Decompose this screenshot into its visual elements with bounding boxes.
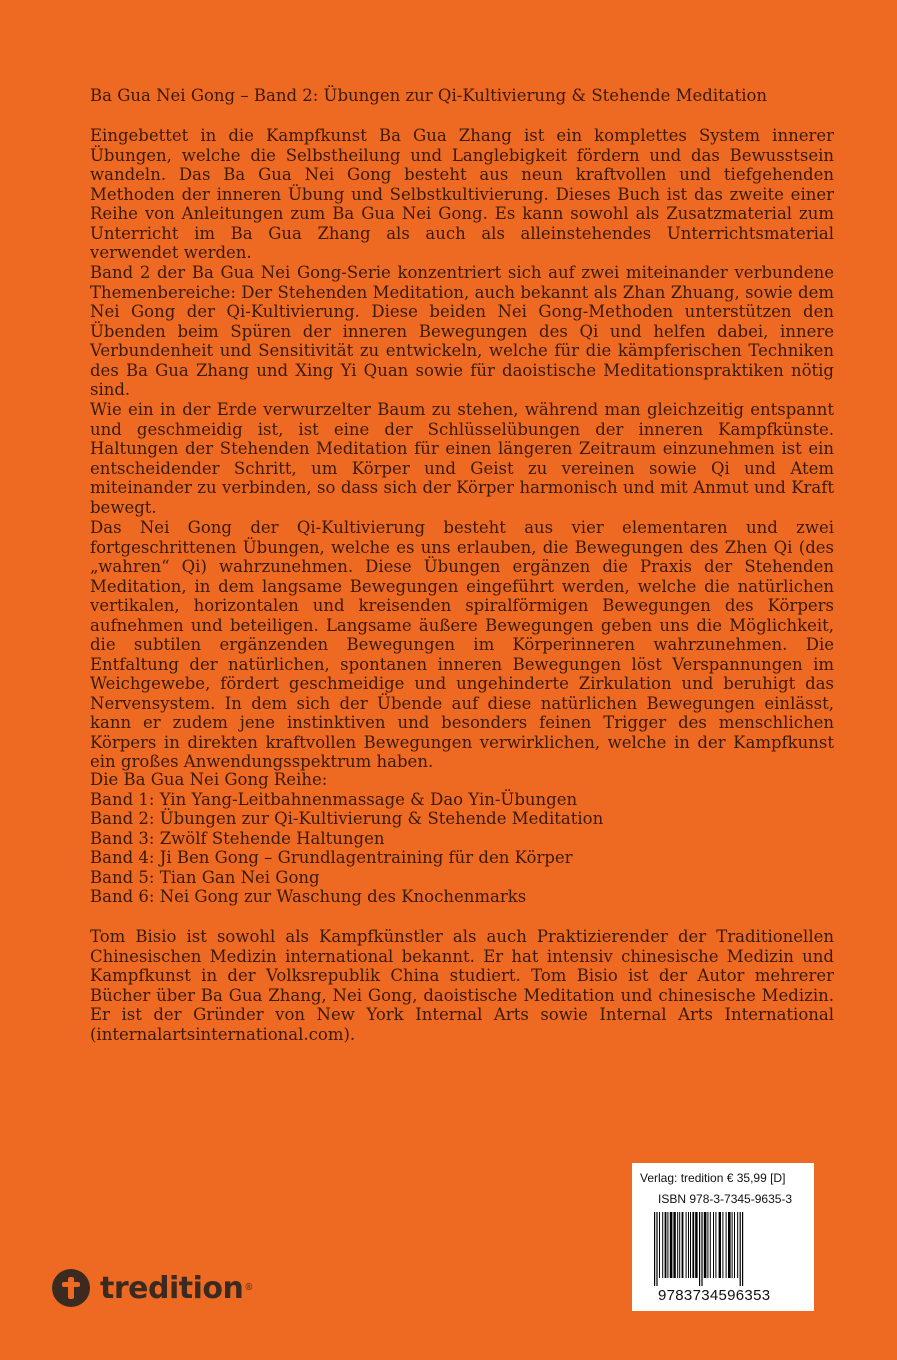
barcode-bar xyxy=(737,1212,738,1278)
barcode-bar xyxy=(726,1212,727,1278)
barcode-bar xyxy=(688,1212,689,1278)
barcode-bar xyxy=(715,1212,716,1278)
barcode-bar xyxy=(682,1212,684,1278)
barcode-bar xyxy=(704,1212,707,1278)
paragraph-text: Wie ein in der Erde verwurzelter Baum zu stehen, während man gleichzeitig entspannt und geschmeidig ist, ist eine der Schlüsselübungen der inneren Kampfkünste. Haltungen der Stehenden Meditation für einen längeren Zeitraum einzunehmen ist ein entscheidender Schritt, um Körper und Geist zu vereinen sowie Qi und Atem miteinander zu verbinden, so dass sich der Körper harmonisch und mit Anmut und Kraft bewegt. xyxy=(90,400,834,517)
barcode-bar xyxy=(695,1212,697,1278)
book-title: Ba Gua Nei Gong – Band 2: Übungen zur Qi-Kultivierung & Stehende Meditation xyxy=(90,86,768,105)
author-bio xyxy=(90,927,834,1044)
barcode-bar xyxy=(719,1212,721,1278)
barcode-bar xyxy=(734,1212,735,1278)
barcode-bar xyxy=(679,1212,680,1278)
barcode-bar xyxy=(690,1212,691,1278)
barcode-number: 9783734596353 xyxy=(658,1287,771,1304)
barcode-bar xyxy=(728,1212,731,1278)
author-bio-text: Tom Bisio ist sowohl als Kampfkünstler als auch Praktizierender der Traditionellen Chinesischen Medizin international bekannt. Er hat intensiv chinesische Medizin und Kampfkunst in der Volksrepublik China studiert. Tom Bisio ist der Autor mehrerer Bücher über Ba Gua Zhang, Nei Gong, daoistische Meditation und chinesische Medizin. Er ist der Gründer von New York Internal Arts sowie Internal Arts International (internalartsinternational.com). xyxy=(90,927,834,1044)
barcode-bar xyxy=(670,1212,673,1278)
registered-mark: ® xyxy=(244,1283,254,1293)
paragraph-text: Das Nei Gong der Qi-Kultivierung besteht aus vier elementaren und zwei fortgeschrittenen Übungen, welche es uns erlauben, die Bewegungen des Zhen Qi (des „wahren“ Qi) wahrzunehmen. Diese Übungen ergänzen die Praxis der Stehenden Meditation, in dem langsame Bewegungen eingeführt werden, welche die natürlichen vertikalen, horizontalen und kreisenden spiralförmigen Bewegungen des Körpers aufnehmen und beteiligen. Langsame äußere Bewegungen geben uns die Möglichkeit, die subtilen ergänzenden Bewegungen im Körperinneren wahrzunehmen. Die Entfaltung der natürlichen, spontanen inneren Bewegungen löst Verspannungen im Weichgewebe, fördert geschmeidige und ungehinderte Zirkulation und beruhigt das Nervensystem. In dem sich der Übende auf diese natürlichen Bewegungen einlässt, kann er zudem jene instinktiven und besonders feinen Trigger des menschlichen Körpers in direkten kraftvollen Bewegungen verwirklichen, welche in der Kampfkunst ein großes Anwendungsspektrum haben. xyxy=(90,518,834,771)
barcode-bar xyxy=(667,1212,668,1278)
blurb-paragraph-2 xyxy=(90,263,834,400)
barcode-bar xyxy=(654,1212,655,1286)
barcode-bar xyxy=(656,1212,657,1286)
tredition-t-icon xyxy=(52,1269,90,1307)
barcode-bar xyxy=(732,1212,733,1278)
series-item: Band 1: Yin Yang-Leitbahnenmassage & Dao Yin-Übungen xyxy=(90,789,578,809)
blurb-paragraph-4 xyxy=(90,518,834,772)
series-item: Band 5: Tian Gan Nei Gong xyxy=(90,867,320,887)
barcode-bar xyxy=(740,1212,741,1286)
blurb-paragraph-3 xyxy=(90,400,834,517)
barcode-bar xyxy=(713,1212,714,1278)
series-heading: Die Ba Gua Nei Gong Reihe: xyxy=(90,770,328,789)
series-item: Band 4: Ji Ben Gong – Grundlagentraining für den Körper xyxy=(90,848,573,867)
paragraph-text: Band 2 der Ba Gua Nei Gong-Serie konzentriert sich auf zwei miteinander verbundene Themenbereiche: Der Stehenden Meditation, auch bekannt als Zhan Zhuang, sowie dem Nei Gong der Qi-Kultivierung. Diese beiden Nei Gong-Methoden unterstützen den Übenden beim Spüren der inneren Bewegungen des Qi und helfen dabei, innere Verbundenheit und Sensitivität zu entwickeln, welche für die kämpferischen Techniken des Ba Gua Zhang und Xing Yi Quan sowie für daoistische Meditationspraktiken nötig sind. xyxy=(90,263,834,399)
barcode-bar xyxy=(662,1212,663,1278)
barcode-bar xyxy=(677,1212,678,1278)
series-item: Band 2: Übungen zur Qi-Kultivierung & Stehende Meditation xyxy=(90,809,604,828)
barcode-bar xyxy=(673,1212,675,1278)
barcode-label xyxy=(632,1163,814,1311)
paragraph-text: Eingebettet in die Kampfkunst Ba Gua Zhang ist ein komplettes System innerer Übungen, welche die Selbstheilung und Langlebigkeit fördern und das Bewusstsein wandeln. Das Ba Gua Nei Gong besteht aus neun kraftvollen und tiefgehenden Methoden der inneren Übung und Selbstkultivierung. Dieses Buch ist das zweite einer Reihe von Anleitungen zum Ba Gua Nei Gong. Es kann sowohl als Zusatzmaterial zum Unterricht im Ba Gua Zhang als auch als alleinstehendes Unterrichtsmaterial verwendet werden. xyxy=(90,126,834,262)
isbn-text: ISBN 978-3-7345-9635-3 xyxy=(658,1192,793,1206)
barcode-bar xyxy=(707,1212,708,1278)
logo-wordmark: tredition xyxy=(100,1270,244,1306)
barcode-bars xyxy=(652,1212,794,1286)
barcode-bar xyxy=(742,1212,743,1286)
series-item: Band 3: Zwölf Stehende Haltungen xyxy=(90,828,385,848)
barcode-bar xyxy=(710,1212,711,1278)
barcode-bar xyxy=(686,1212,687,1278)
series-list xyxy=(90,770,790,907)
blurb-paragraph-1 xyxy=(90,126,834,263)
barcode-bar xyxy=(722,1212,723,1278)
barcode-bar xyxy=(701,1212,702,1286)
barcode-bar xyxy=(665,1212,667,1278)
barcode-bar xyxy=(659,1212,660,1278)
barcode-bar xyxy=(692,1212,694,1278)
publisher-logo xyxy=(52,1268,253,1308)
series-item: Band 6: Nei Gong zur Waschung des Knochenmarks xyxy=(90,887,527,906)
publisher-price: Verlag: tredition € 35,99 [D] xyxy=(640,1171,786,1185)
barcode-bar xyxy=(699,1212,700,1286)
